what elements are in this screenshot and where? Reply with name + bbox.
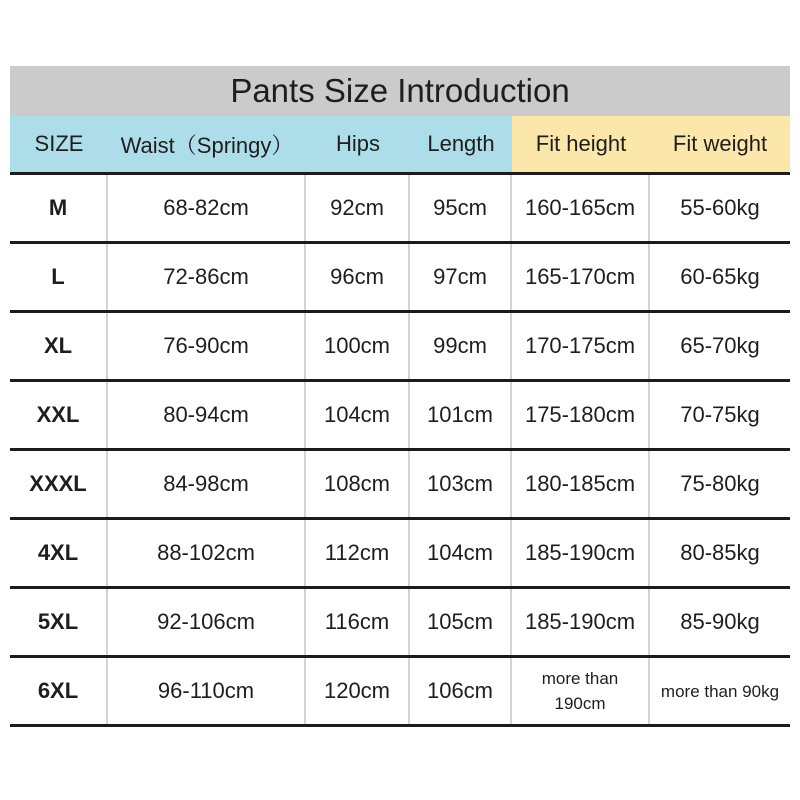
length-cell: 106cm bbox=[410, 658, 512, 724]
size-cell: XXL bbox=[10, 382, 108, 448]
fit-height-cell: 185-190cm bbox=[512, 589, 650, 655]
hips-cell: 116cm bbox=[306, 589, 410, 655]
hips-cell: 108cm bbox=[306, 451, 410, 517]
waist-cell: 84-98cm bbox=[108, 451, 306, 517]
fit-weight-cell: 55-60kg bbox=[680, 195, 760, 220]
length-cell: 95cm bbox=[410, 175, 512, 241]
table-row bbox=[10, 310, 790, 379]
header-fit-weight: Fit weight bbox=[650, 116, 790, 172]
hips-cell: 100cm bbox=[306, 313, 410, 379]
length-cell: 105cm bbox=[410, 589, 512, 655]
hips-cell: 112cm bbox=[306, 520, 410, 586]
table-row bbox=[10, 448, 790, 517]
size-cell: M bbox=[10, 175, 108, 241]
fit-height-cell: 160-165cm bbox=[512, 175, 650, 241]
fit-height-cell: 180-185cm bbox=[512, 451, 650, 517]
length-cell: 104cm bbox=[410, 520, 512, 586]
fit-height-cell: 185-190cm bbox=[512, 520, 650, 586]
size-cell: XL bbox=[10, 313, 108, 379]
fit-weight-cell: 85-90kg bbox=[680, 609, 760, 634]
waist-cell: 96-110cm bbox=[108, 658, 306, 724]
fit-height-cell: more than 190cm bbox=[512, 658, 650, 724]
header-length: Length bbox=[410, 116, 512, 172]
size-cell: L bbox=[10, 244, 108, 310]
waist-cell: 80-94cm bbox=[108, 382, 306, 448]
header-row bbox=[10, 116, 790, 172]
size-cell: 4XL bbox=[10, 520, 108, 586]
length-cell: 97cm bbox=[410, 244, 512, 310]
fit-weight-cell: 65-70kg bbox=[680, 333, 760, 358]
fit-height-cell: 165-170cm bbox=[512, 244, 650, 310]
waist-cell: 76-90cm bbox=[108, 313, 306, 379]
fit-weight-cell: 75-80kg bbox=[680, 471, 760, 496]
waist-cell: 72-86cm bbox=[108, 244, 306, 310]
header-waist: Waist（Springy） bbox=[108, 116, 306, 172]
length-cell: 103cm bbox=[410, 451, 512, 517]
size-cell: XXXL bbox=[10, 451, 108, 517]
length-cell: 99cm bbox=[410, 313, 512, 379]
fit-height-cell: 170-175cm bbox=[512, 313, 650, 379]
hips-cell: 96cm bbox=[306, 244, 410, 310]
fit-weight-cell: 80-85kg bbox=[680, 540, 760, 565]
size-cell: 5XL bbox=[10, 589, 108, 655]
hips-cell: 104cm bbox=[306, 382, 410, 448]
table-row bbox=[10, 517, 790, 586]
table-row bbox=[10, 172, 790, 241]
fit-weight-cell: 70-75kg bbox=[680, 402, 760, 427]
header-size: SIZE bbox=[10, 116, 108, 172]
header-fit-height: Fit height bbox=[512, 116, 650, 172]
table-title: Pants Size Introduction bbox=[10, 66, 790, 116]
length-cell: 101cm bbox=[410, 382, 512, 448]
hips-cell: 92cm bbox=[306, 175, 410, 241]
table-row bbox=[10, 379, 790, 448]
size-cell: 6XL bbox=[10, 658, 108, 724]
hips-cell: 120cm bbox=[306, 658, 410, 724]
waist-cell: 88-102cm bbox=[108, 520, 306, 586]
size-table-body bbox=[10, 172, 790, 727]
waist-cell: 92-106cm bbox=[108, 589, 306, 655]
waist-cell: 68-82cm bbox=[108, 175, 306, 241]
fit-weight-cell: more than 90kg bbox=[660, 681, 780, 701]
fit-height-cell: 175-180cm bbox=[512, 382, 650, 448]
fit-weight-cell: 60-65kg bbox=[680, 264, 760, 289]
table-row bbox=[10, 586, 790, 655]
header-hips: Hips bbox=[306, 116, 410, 172]
table-row bbox=[10, 241, 790, 310]
table-row bbox=[10, 655, 790, 727]
